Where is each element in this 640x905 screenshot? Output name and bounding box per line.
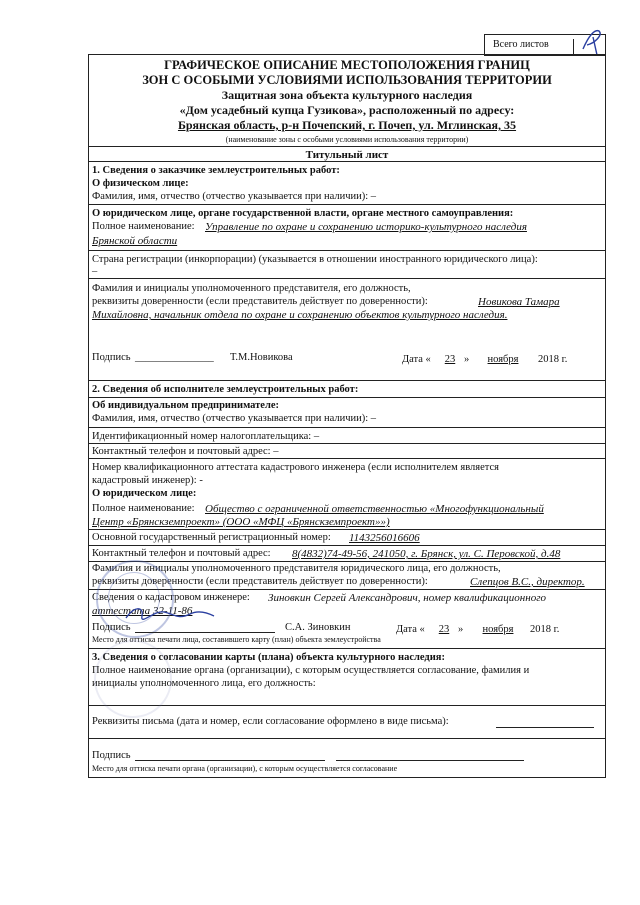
- section2-contacts: Контактный телефон и почтовый адрес: –: [92, 446, 279, 457]
- section2-engineer-label: Сведения о кадастровом инженере:: [92, 592, 250, 603]
- section3-line2: инициалы уполномоченного лица, его должность:: [92, 678, 316, 689]
- section2-sign-name: С.А. Зиновкин: [285, 622, 351, 633]
- section3-line1: Полное наименование органа (организации), с которым осуществляется согласование, фамилия и: [92, 665, 530, 676]
- section2-date-label: Дата «: [396, 624, 425, 635]
- section1-legal-heading: О юридическом лице, органе государственной власти, органе местного самоуправления:: [92, 208, 514, 219]
- section2-inn: Идентификационный номер налогоплательщика: –: [92, 431, 320, 442]
- cell-divider: [573, 39, 575, 54]
- section1-date-month: ноября: [487, 354, 519, 365]
- section1-date-label: Дата «: [402, 354, 431, 365]
- divider: [88, 204, 606, 205]
- divider: [88, 278, 606, 279]
- section2-ogrn-value: 1143256016606: [349, 532, 420, 544]
- section1-date-day: 23: [444, 354, 456, 365]
- section3-letter-blank: [496, 727, 594, 728]
- section3-sign-label: Подпись: [92, 750, 131, 761]
- section3-heading: 3. Сведения о согласовании карты (плана) объекта культурного наследия:: [92, 652, 445, 663]
- section1-full-name-label: Полное наименование:: [92, 221, 195, 232]
- section2-cert-line2: кадастровый инженер): -: [92, 475, 203, 486]
- section1-individual-heading: О физическом лице:: [92, 178, 189, 189]
- section3-stamp-caption: Место для оттиска печати органа (организации), с которым осуществляется согласование: [92, 764, 398, 773]
- faint-stamp-shadow: [94, 640, 172, 718]
- divider: [88, 561, 606, 562]
- section2-sign-line: [135, 632, 275, 633]
- title-line-4: «Дом усадебный купца Гузикова», расположенный по адресу:: [179, 103, 515, 117]
- divider: [88, 443, 606, 444]
- handwritten-mark-icon: [579, 27, 607, 57]
- divider: [88, 545, 606, 546]
- section1-country: Страна регистрации (инкорпорации) (указывается в отношении иностранного юридического лица):: [92, 254, 538, 265]
- divider: [88, 705, 606, 706]
- section2-cert-line1: Номер квалификационного аттестата кадастрового инженера (если исполнителем является: [92, 462, 499, 473]
- divider: [88, 738, 606, 739]
- title-line-3: Защитная зона объекта культурного наследия: [221, 88, 473, 102]
- divider: [88, 161, 606, 162]
- section1-full-name-value-cont: Брянской области: [92, 235, 178, 247]
- section2-date-sep: »: [458, 624, 464, 635]
- section2-contact-value: 8(4832)74-49-56, 241050, г. Брянск, ул. С. Перовской, д.48: [292, 548, 561, 560]
- section2-date-day: 23: [438, 624, 450, 635]
- section1-sign-line: _______________: [135, 352, 214, 363]
- section2-engineer-value: Зиновкин Сергей Александрович, номер квалификационного: [268, 592, 547, 604]
- total-sheets-cell: [484, 34, 606, 56]
- title-caption: (наименование зоны с особыми условиями использования территории): [225, 135, 469, 144]
- section2-ip-heading: Об индивидуальном предпринимателе:: [92, 400, 279, 411]
- section1-rep-line1: Фамилия и инициалы уполномоченного представителя, его должность,: [92, 283, 411, 294]
- divider: [88, 648, 606, 649]
- total-sheets-label: Всего листов: [493, 39, 549, 50]
- section2-rep-line2: реквизиты доверенности (если представитель действует по доверенности):: [92, 576, 428, 587]
- section2-date-month: ноября: [482, 624, 514, 635]
- section1-date-year: 2018 г.: [538, 354, 568, 365]
- section2-full-name-value: Общество с ограниченной ответственностью «Многофункциональный: [205, 503, 544, 515]
- section2-legal-heading: О юридическом лице:: [92, 488, 197, 499]
- section2-full-name-label: Полное наименование:: [92, 503, 195, 514]
- section2-ogrn-label: Основной государственный регистрационный номер:: [92, 532, 331, 543]
- section2-heading: 2. Сведения об исполнителе землеустроительных работ:: [92, 384, 359, 395]
- sheet-type: Титульный лист: [305, 149, 389, 161]
- section1-rep-value-cont: Михайловна, начальник отдела по охране и сохранению объектов культурного наследия.: [92, 309, 508, 321]
- title-line-2: ЗОН С ОСОБЫМИ УСЛОВИЯМИ ИСПОЛЬЗОВАНИЯ ТЕРРИТОРИИ: [142, 73, 552, 87]
- divider: [88, 397, 606, 398]
- section1-sign-label: Подпись: [92, 352, 131, 363]
- section2-engineer-value-cont: аттестата 32-11-86: [92, 605, 193, 617]
- divider: [88, 250, 606, 251]
- section2-contact-label: Контактный телефон и почтовый адрес:: [92, 548, 271, 559]
- section3-sign-line: [135, 760, 325, 761]
- section1-country-dash: –: [92, 266, 98, 277]
- section1-individual-fio: Фамилия, имя, отчество (отчество указывается при наличии): –: [92, 191, 377, 202]
- section3-letter-line: Реквизиты письма (дата и номер, если согласование оформлено в виде письма):: [92, 716, 449, 727]
- section2-sign-label: Подпись: [92, 622, 131, 633]
- divider: [88, 458, 606, 459]
- divider: [88, 146, 606, 147]
- section2-rep-line1: Фамилия и инициалы уполномоченного представителя юридического лица, его должность,: [92, 563, 501, 574]
- section2-full-name-value-cont: Центр «Брянскземпроект» (ООО «МФЦ «Брянскземпроект»»): [92, 516, 390, 528]
- section1-sign-name: Т.М.Новикова: [230, 352, 293, 363]
- section3-name-line: [336, 760, 524, 761]
- section1-rep-line2: реквизиты доверенности (если представитель действует по доверенности):: [92, 296, 428, 307]
- title-address: Брянская область, р-н Почепский, г. Почеп, ул. Мглинская, 35: [177, 118, 517, 132]
- section1-date-sep: »: [464, 354, 470, 365]
- section1-full-name-value: Управление по охране и сохранению историко-культурного наследия: [205, 221, 527, 233]
- section2-date-year: 2018 г.: [530, 624, 560, 635]
- section1-heading: 1. Сведения о заказчике землеустроительных работ:: [92, 165, 340, 176]
- section1-rep-value: Новикова Тамара: [478, 296, 560, 308]
- section2-rep-value: Слепцов В.С., директор.: [470, 576, 585, 588]
- divider: [88, 380, 606, 381]
- section2-stamp-caption: Место для оттиска печати лица, составившего карту (план) объекта землеустройства: [92, 635, 381, 644]
- title-line-1: ГРАФИЧЕСКОЕ ОПИСАНИЕ МЕСТОПОЛОЖЕНИЯ ГРАНИЦ: [164, 58, 530, 72]
- section2-ip-fio: Фамилия, имя, отчество (отчество указывается при наличии): –: [92, 413, 377, 424]
- divider: [88, 427, 606, 428]
- divider: [88, 529, 606, 530]
- engineer-signature-icon: [120, 600, 220, 630]
